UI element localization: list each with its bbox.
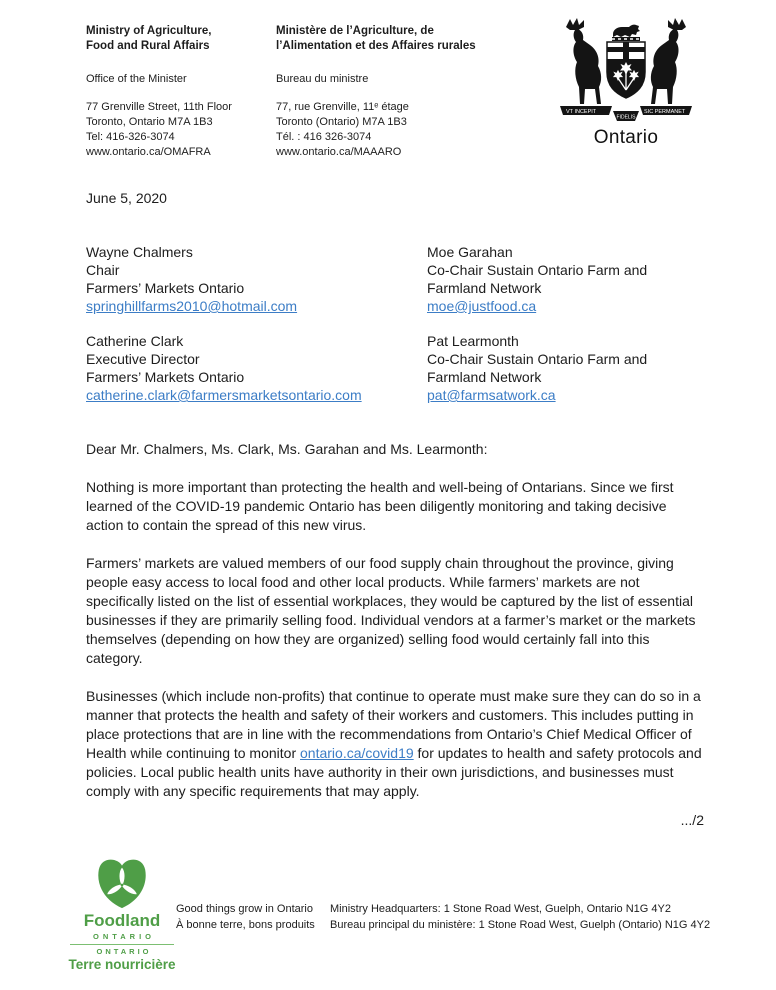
- ministry-name-fr-line2: l’Alimentation et des Affaires rurales: [276, 40, 476, 52]
- recipient-email-link[interactable]: pat@farmsatwork.ca: [427, 387, 556, 403]
- phone-fr: Tél. : 416 326-3074: [276, 131, 372, 143]
- office-label-fr: Bureau du ministre: [276, 73, 369, 85]
- terre-nourriciere-wordmark: Terre nourricière: [68, 957, 176, 972]
- office-label-en: Office of the Minister: [86, 73, 187, 85]
- recipient-title: Co-Chair Sustain Ontario Farm and: [427, 262, 648, 278]
- recipient-email-link[interactable]: springhillfarms2010@hotmail.com: [86, 298, 298, 314]
- foodland-taglines: [176, 901, 315, 933]
- foodland-wordmark: Foodland: [83, 911, 161, 930]
- recipient-org: Farmers’ Markets Ontario: [86, 280, 245, 296]
- foodland-ontario-en: ONTARIO: [92, 932, 156, 941]
- hq-address-english: Ministry Headquarters: 1 Stone Road West, Guelph, Ontario N1G 4Y2: [330, 903, 671, 915]
- recipient-org: Farmland Network: [427, 280, 542, 296]
- recipient-name: Pat Learmonth: [427, 333, 519, 349]
- paragraph-2: Farmers’ markets are valued members of our food supply chain throughout the province, giving people easy access to local food and other local products. While farmers’ markets are not specifically listed on the list of essential workplaces, they would be captured by the list of essential businesses if they are primarily selling food. Individual vendors at a farmer’s market or the markets themselves (depending on how they are organized) selling food would certainly fall into this category.: [86, 555, 696, 666]
- paragraph-1: Nothing is more important than protecting the health and well-being of Ontarians. Since we first learned of the COVID-19 pandemic Ontario has been diligently monitoring and taking decisive action to contain the spread of this new virus.: [86, 479, 674, 533]
- letterhead-french: [276, 24, 516, 160]
- recipient-org: Farmers’ Markets Ontario: [86, 369, 245, 385]
- foodland-ontario-logo: [58, 856, 186, 972]
- recipient-name: Catherine Clark: [86, 333, 184, 349]
- motto-center-text: FIDELIS: [616, 114, 636, 121]
- motto-ribbons: [560, 106, 692, 121]
- phone-en: Tel: 416-326-3074: [86, 131, 175, 143]
- motto-right-text: SIC PERMANET: [644, 109, 686, 115]
- ministry-name-fr: [276, 24, 516, 54]
- ministry-headquarters-address: [330, 901, 710, 933]
- recipient-org: Farmland Network: [427, 369, 542, 385]
- street-fr: 77, rue Grenville, 11ᵉ étage: [276, 101, 409, 113]
- recipients-block: [86, 243, 704, 404]
- recipient-title: Executive Director: [86, 351, 200, 367]
- recipient-email-link[interactable]: moe@justfood.ca: [427, 298, 537, 314]
- recipient-wayne-chalmers: [86, 243, 427, 315]
- paragraph-3-before: Businesses (which include non-profits) that continue to operate must make sure they can do so in a manner that protects the health and safety of their workers and customers. This includes putting in place protections that are in line with the recommendations from Ontario’s Chief Medical Officer of Health while continuing to monitor: [86, 688, 701, 761]
- city-fr: Toronto (Ontario) M7A 1B3: [276, 116, 407, 128]
- address-block-fr: [276, 100, 516, 160]
- bear-icon: [612, 25, 640, 41]
- paragraph-3: [86, 687, 706, 801]
- deer-icon: [651, 18, 686, 104]
- tagline-english: Good things grow in Ontario: [176, 903, 313, 915]
- coat-of-arms-icon: [552, 14, 700, 126]
- recipient-name: Moe Garahan: [427, 244, 513, 260]
- foodland-ontario-fr: ONTARIO: [96, 947, 152, 956]
- recipient-moe-garahan: [427, 243, 704, 315]
- shield-icon: [607, 42, 645, 98]
- ministry-name-fr-line1: Ministère de l’Agriculture, de: [276, 25, 434, 37]
- letterhead-english: [86, 24, 266, 160]
- recipient-title: Co-Chair Sustain Ontario Farm and: [427, 351, 648, 367]
- recipient-title: Chair: [86, 262, 120, 278]
- trillium-icon: [93, 856, 151, 911]
- hq-address-french: Bureau principal du ministère: 1 Stone Road West, Guelph (Ontario) N1G 4Y2: [330, 919, 711, 931]
- recipient-email-link[interactable]: catherine.clark@farmersmarketsontario.com: [86, 387, 362, 403]
- tagline-french: À bonne terre, bons produits: [176, 919, 315, 931]
- ontario-coat-of-arms: [552, 14, 700, 149]
- ministry-name-en: [86, 24, 266, 54]
- recipient-pat-learmonth: [427, 332, 704, 404]
- ministry-name-en-line2: Food and Rural Affairs: [86, 40, 210, 52]
- motto-left-text: VT INCEPIT: [566, 109, 597, 115]
- salutation: Dear Mr. Chalmers, Ms. Clark, Ms. Garahan and Ms. Learmonth:: [86, 441, 488, 457]
- page-continuation-marker: .../2: [680, 812, 704, 828]
- recipient-catherine-clark: [86, 332, 427, 404]
- paragraph-3-after: for updates to health and safety protocols and policies. Local public health units have authority in their own jurisdictions, and businesses must comply with any specific requirements that may apply.: [86, 745, 702, 799]
- covid19-link[interactable]: ontario.ca/covid19: [300, 745, 414, 761]
- street-en: 77 Grenville Street, 11th Floor: [86, 101, 232, 113]
- ontario-wordmark: Ontario: [593, 127, 659, 148]
- moose-icon: [566, 18, 601, 104]
- foodland-divider: [70, 944, 174, 945]
- city-en: Toronto, Ontario M7A 1B3: [86, 116, 213, 128]
- letter-date: June 5, 2020: [86, 190, 167, 206]
- website-fr: www.ontario.ca/MAAARO: [276, 146, 402, 158]
- website-en: www.ontario.ca/OMAFRA: [86, 146, 211, 158]
- recipient-name: Wayne Chalmers: [86, 244, 193, 260]
- letter-body: [86, 440, 706, 820]
- address-block-en: [86, 100, 266, 160]
- ministry-name-en-line1: Ministry of Agriculture,: [86, 25, 212, 37]
